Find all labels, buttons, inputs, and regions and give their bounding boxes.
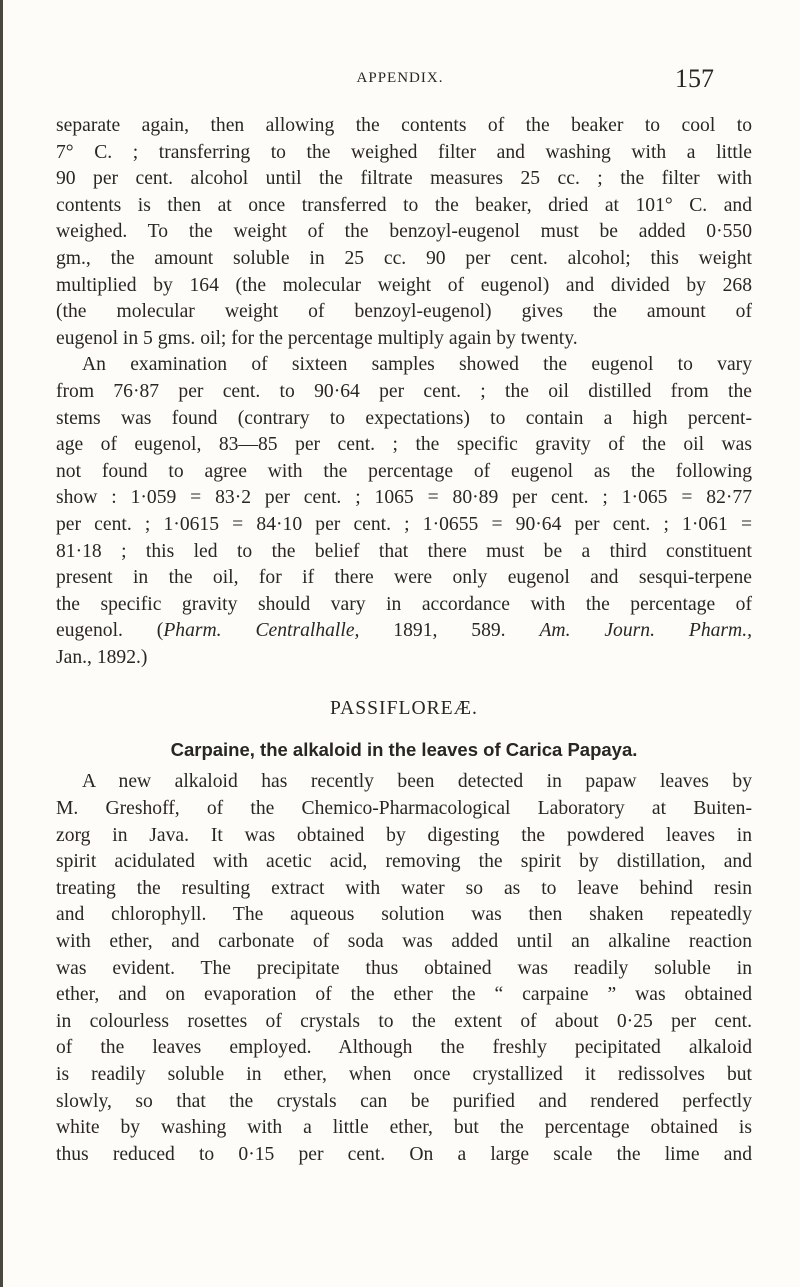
text-line: eugenol in 5 gms. oil; for the percentage multiply again by twenty. bbox=[56, 327, 578, 349]
text-line: M. Greshoff, of the Chemico-Pharmacological Laboratory at Buiten- bbox=[56, 798, 752, 820]
text-line: the specific gravity should vary in accordance with the percentage of bbox=[56, 593, 752, 615]
text-line: spirit acidulated with acetic acid, removing the spirit by distillation, and bbox=[56, 851, 752, 873]
text-line: separate again, then allowing the contents of the beaker to cool to bbox=[56, 115, 752, 136]
text-line: age of eugenol, 83—85 per cent. ; the specific gravity of the oil was bbox=[56, 434, 752, 456]
text-line: treating the resulting extract with water so as to leave behind resin bbox=[56, 877, 752, 899]
text-line: was evident. The precipitate thus obtained was readily soluble in bbox=[56, 957, 752, 979]
text-line: stems was found (contrary to expectations) to contain a high percent- bbox=[56, 407, 752, 429]
body-text bbox=[56, 113, 752, 1168]
text-line: weighed. To the weight of the benzoyl-eugenol must be added 0·550 bbox=[56, 221, 752, 243]
citation-journal: Pharm. Centralhalle, bbox=[163, 620, 360, 642]
paragraph-sixteen-samples bbox=[56, 352, 752, 671]
text-line: Jan., 1892.) bbox=[56, 646, 148, 668]
text-line: zorg in Java. It was obtained by digesting the powdered leaves in bbox=[56, 824, 752, 846]
text-line: 90 per cent. alcohol until the filtrate measures 25 cc. ; the filter with bbox=[56, 168, 752, 190]
text-line: A new alkaloid has recently been detected in papaw leaves by bbox=[82, 771, 752, 793]
text-line: gm., the amount soluble in 25 cc. 90 per cent. alcohol; this weight bbox=[56, 247, 752, 269]
text-line: from 76·87 per cent. to 90·64 per cent. ; the oil distilled from the bbox=[56, 380, 752, 402]
text-line: per cent. ; 1·0615 = 84·10 per cent. ; 1·0655 = 90·64 per cent. ; 1·061 = bbox=[56, 513, 752, 535]
text-line: An examination of sixteen samples showed the eugenol to vary bbox=[82, 354, 752, 376]
text-line: contents is then at once transferred to the beaker, dried at 101° C. and bbox=[56, 194, 752, 216]
text-line: is readily soluble in ether, when once crystallized it redissolves but bbox=[56, 1064, 752, 1085]
text-line: in colourless rosettes of crystals to the extent of about 0·25 per cent. bbox=[56, 1010, 752, 1032]
text-line: of the leaves employed. Although the freshly pecipitated alkaloid bbox=[56, 1037, 752, 1059]
text-line: white by washing with a little ether, but the percentage obtained is bbox=[56, 1117, 752, 1139]
text-line: with ether, and carbonate of soda was added until an alkaline reaction bbox=[56, 931, 752, 953]
article-subheading: Carpaine, the alkaloid in the leaves of Carica Papaya. bbox=[170, 739, 638, 761]
section-heading: PASSIFLOREÆ. bbox=[330, 698, 478, 720]
text-line: thus reduced to 0·15 per cent. On a large scale the lime and bbox=[56, 1143, 752, 1165]
text-line: (the molecular weight of benzoyl-eugenol) gives the amount of bbox=[56, 301, 752, 323]
text-line: multiplied by 164 (the molecular weight of eugenol) and divided by 268 bbox=[56, 274, 752, 296]
paragraph-carpaine bbox=[56, 769, 752, 1168]
text-line bbox=[56, 618, 752, 645]
page-binding-edge bbox=[0, 0, 3, 1287]
text-line: slowly, so that the crystals can be purified and rendered perfectly bbox=[56, 1090, 752, 1112]
paragraph-benzoyl-eugenol bbox=[56, 113, 752, 352]
text-line: not found to agree with the percentage of eugenol as the following bbox=[56, 460, 752, 482]
text-line: present in the oil, for if there were only eugenol and sesqui-terpene bbox=[56, 567, 752, 589]
running-title: APPENDIX. bbox=[356, 70, 444, 86]
text-line: ether, and on evaporation of the ether the “ carpaine ” was obtained bbox=[56, 984, 752, 1006]
text-line: show : 1·059 = 83·2 per cent. ; 1065 = 80·89 per cent. ; 1·065 = 82·77 bbox=[56, 487, 752, 509]
citation-text: eugenol. ( bbox=[56, 620, 164, 642]
citation-journal: Am. Journ. Pharm., bbox=[539, 620, 752, 642]
text-line: 7° C. ; transferring to the weighed filter and washing with a little bbox=[56, 141, 752, 163]
citation-text: 1891, 589. bbox=[359, 620, 540, 642]
text-line: 81·18 ; this led to the belief that there must be a third constituent bbox=[56, 540, 752, 562]
page-number: 157 bbox=[675, 64, 714, 93]
running-head bbox=[0, 64, 800, 104]
text-line: and chlorophyll. The aqueous solution was then shaken repeatedly bbox=[56, 904, 752, 926]
